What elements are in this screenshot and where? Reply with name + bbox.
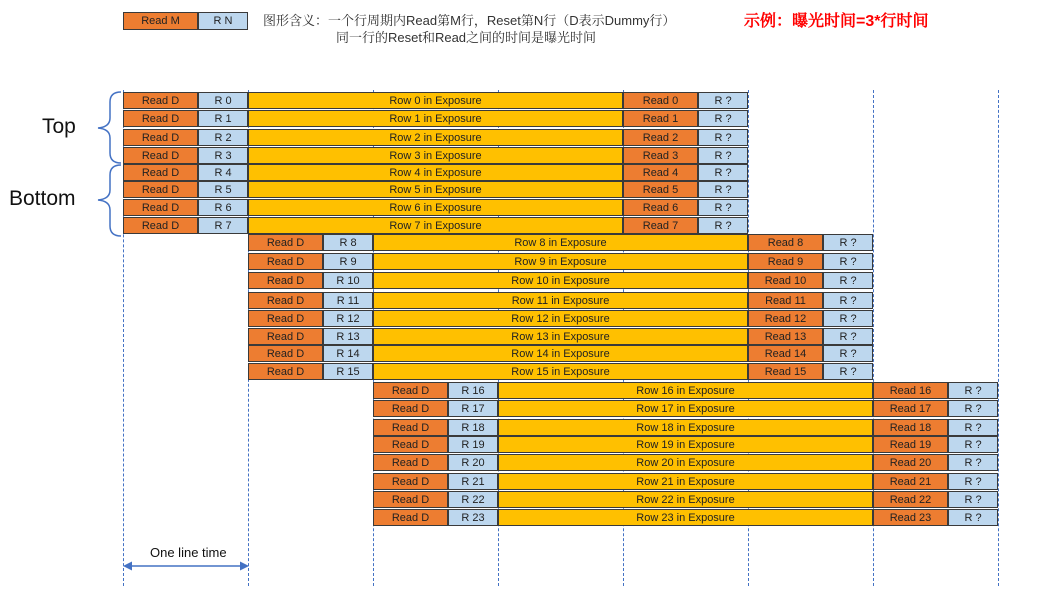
reset-cell: R 11 xyxy=(323,292,373,309)
group-braces xyxy=(0,0,130,245)
read-dummy-cell: Read D xyxy=(248,345,323,362)
next-reset-cell: R ? xyxy=(823,328,873,345)
reset-cell: R 5 xyxy=(198,181,248,198)
reset-cell: R 20 xyxy=(448,454,498,471)
read-dummy-cell: Read D xyxy=(248,310,323,327)
read-cell: Read 1 xyxy=(623,110,698,127)
read-cell: Read 8 xyxy=(748,234,823,251)
reset-cell: R 18 xyxy=(448,419,498,436)
read-dummy-cell: Read D xyxy=(373,419,448,436)
reset-cell: R 0 xyxy=(198,92,248,109)
reset-cell: R 16 xyxy=(448,382,498,399)
exposure-bar: Row 14 in Exposure xyxy=(373,345,748,362)
reset-cell: R 3 xyxy=(198,147,248,164)
next-reset-cell: R ? xyxy=(823,253,873,270)
read-cell: Read 7 xyxy=(623,217,698,234)
next-reset-cell: R ? xyxy=(698,164,748,181)
reset-cell: R 8 xyxy=(323,234,373,251)
next-reset-cell: R ? xyxy=(698,110,748,127)
reset-cell: R 4 xyxy=(198,164,248,181)
read-cell: Read 9 xyxy=(748,253,823,270)
read-cell: Read 5 xyxy=(623,181,698,198)
reset-cell: R 12 xyxy=(323,310,373,327)
reset-cell: R 15 xyxy=(323,363,373,380)
read-cell: Read 22 xyxy=(873,491,948,508)
exposure-bar: Row 6 in Exposure xyxy=(248,199,623,216)
example-formula: 示例：曝光时间=3*行时间 xyxy=(744,13,929,30)
next-reset-cell: R ? xyxy=(823,234,873,251)
bottom-label: Bottom xyxy=(9,187,76,210)
read-dummy-cell: Read D xyxy=(123,181,198,198)
read-cell: Read 14 xyxy=(748,345,823,362)
next-reset-cell: R ? xyxy=(698,181,748,198)
next-reset-cell: R ? xyxy=(948,454,998,471)
reset-cell: R 17 xyxy=(448,400,498,417)
next-reset-cell: R ? xyxy=(948,382,998,399)
read-dummy-cell: Read D xyxy=(373,436,448,453)
read-cell: Read 6 xyxy=(623,199,698,216)
next-reset-cell: R ? xyxy=(823,345,873,362)
reset-cell: R 6 xyxy=(198,199,248,216)
read-dummy-cell: Read D xyxy=(123,164,198,181)
read-dummy-cell: Read D xyxy=(248,328,323,345)
exposure-bar: Row 0 in Exposure xyxy=(248,92,623,109)
read-dummy-cell: Read D xyxy=(373,509,448,526)
exposure-bar: Row 21 in Exposure xyxy=(498,473,873,490)
top-brace xyxy=(98,92,121,163)
exposure-bar: Row 7 in Exposure xyxy=(248,217,623,234)
reset-cell: R 23 xyxy=(448,509,498,526)
next-reset-cell: R ? xyxy=(948,473,998,490)
next-reset-cell: R ? xyxy=(698,129,748,146)
read-cell: Read 18 xyxy=(873,419,948,436)
next-reset-cell: R ? xyxy=(948,491,998,508)
read-dummy-cell: Read D xyxy=(123,199,198,216)
legend-description-line1: 图形含义：一个行周期内Read第M行，Reset第N行（D表示Dummy行） xyxy=(263,13,676,28)
read-dummy-cell: Read D xyxy=(123,110,198,127)
exposure-bar: Row 1 in Exposure xyxy=(248,110,623,127)
bottom-brace xyxy=(98,165,121,236)
read-dummy-cell: Read D xyxy=(373,454,448,471)
exposure-bar: Row 23 in Exposure xyxy=(498,509,873,526)
reset-cell: R 21 xyxy=(448,473,498,490)
exposure-bar: Row 12 in Exposure xyxy=(373,310,748,327)
exposure-bar: Row 9 in Exposure xyxy=(373,253,748,270)
read-cell: Read 3 xyxy=(623,147,698,164)
exposure-bar: Row 18 in Exposure xyxy=(498,419,873,436)
read-dummy-cell: Read D xyxy=(123,129,198,146)
read-dummy-cell: Read D xyxy=(373,400,448,417)
next-reset-cell: R ? xyxy=(698,92,748,109)
next-reset-cell: R ? xyxy=(823,272,873,289)
reset-cell: R 22 xyxy=(448,491,498,508)
exposure-bar: Row 19 in Exposure xyxy=(498,436,873,453)
exposure-bar: Row 20 in Exposure xyxy=(498,454,873,471)
read-cell: Read 4 xyxy=(623,164,698,181)
exposure-bar: Row 3 in Exposure xyxy=(248,147,623,164)
exposure-bar: Row 4 in Exposure xyxy=(248,164,623,181)
top-label: Top xyxy=(42,115,76,138)
read-dummy-cell: Read D xyxy=(248,253,323,270)
read-cell: Read 15 xyxy=(748,363,823,380)
read-dummy-cell: Read D xyxy=(373,382,448,399)
reset-cell: R 13 xyxy=(323,328,373,345)
exposure-bar: Row 11 in Exposure xyxy=(373,292,748,309)
reset-cell: R 14 xyxy=(323,345,373,362)
read-dummy-cell: Read D xyxy=(373,473,448,490)
read-cell: Read 17 xyxy=(873,400,948,417)
next-reset-cell: R ? xyxy=(948,509,998,526)
read-dummy-cell: Read D xyxy=(248,363,323,380)
one-line-time-arrow xyxy=(118,558,254,574)
legend-reset-box: R N xyxy=(198,12,248,30)
reset-cell: R 7 xyxy=(198,217,248,234)
read-cell: Read 2 xyxy=(623,129,698,146)
read-cell: Read 21 xyxy=(873,473,948,490)
read-dummy-cell: Read D xyxy=(248,292,323,309)
exposure-bar: Row 16 in Exposure xyxy=(498,382,873,399)
exposure-bar: Row 2 in Exposure xyxy=(248,129,623,146)
reset-cell: R 10 xyxy=(323,272,373,289)
next-reset-cell: R ? xyxy=(823,363,873,380)
exposure-bar: Row 17 in Exposure xyxy=(498,400,873,417)
read-dummy-cell: Read D xyxy=(123,217,198,234)
one-line-time-label: One line time xyxy=(150,545,227,560)
next-reset-cell: R ? xyxy=(948,400,998,417)
exposure-bar: Row 10 in Exposure xyxy=(373,272,748,289)
read-dummy-cell: Read D xyxy=(248,272,323,289)
next-reset-cell: R ? xyxy=(823,310,873,327)
reset-cell: R 2 xyxy=(198,129,248,146)
read-cell: Read 16 xyxy=(873,382,948,399)
read-dummy-cell: Read D xyxy=(248,234,323,251)
read-cell: Read 12 xyxy=(748,310,823,327)
read-dummy-cell: Read D xyxy=(123,147,198,164)
read-cell: Read 13 xyxy=(748,328,823,345)
exposure-bar: Row 15 in Exposure xyxy=(373,363,748,380)
read-cell: Read 10 xyxy=(748,272,823,289)
read-cell: Read 20 xyxy=(873,454,948,471)
legend-read-box: Read M xyxy=(123,12,198,30)
reset-cell: R 1 xyxy=(198,110,248,127)
guide-line xyxy=(998,90,999,586)
read-dummy-cell: Read D xyxy=(373,491,448,508)
read-cell: Read 23 xyxy=(873,509,948,526)
next-reset-cell: R ? xyxy=(698,217,748,234)
next-reset-cell: R ? xyxy=(698,147,748,164)
read-cell: Read 19 xyxy=(873,436,948,453)
legend-description-line2: 同一行的Reset和Read之间的时间是曝光时间 xyxy=(336,30,597,45)
exposure-bar: Row 13 in Exposure xyxy=(373,328,748,345)
read-cell: Read 0 xyxy=(623,92,698,109)
read-dummy-cell: Read D xyxy=(123,92,198,109)
read-cell: Read 11 xyxy=(748,292,823,309)
exposure-bar: Row 8 in Exposure xyxy=(373,234,748,251)
next-reset-cell: R ? xyxy=(948,436,998,453)
reset-cell: R 9 xyxy=(323,253,373,270)
next-reset-cell: R ? xyxy=(948,419,998,436)
exposure-bar: Row 22 in Exposure xyxy=(498,491,873,508)
next-reset-cell: R ? xyxy=(823,292,873,309)
next-reset-cell: R ? xyxy=(698,199,748,216)
exposure-bar: Row 5 in Exposure xyxy=(248,181,623,198)
reset-cell: R 19 xyxy=(448,436,498,453)
